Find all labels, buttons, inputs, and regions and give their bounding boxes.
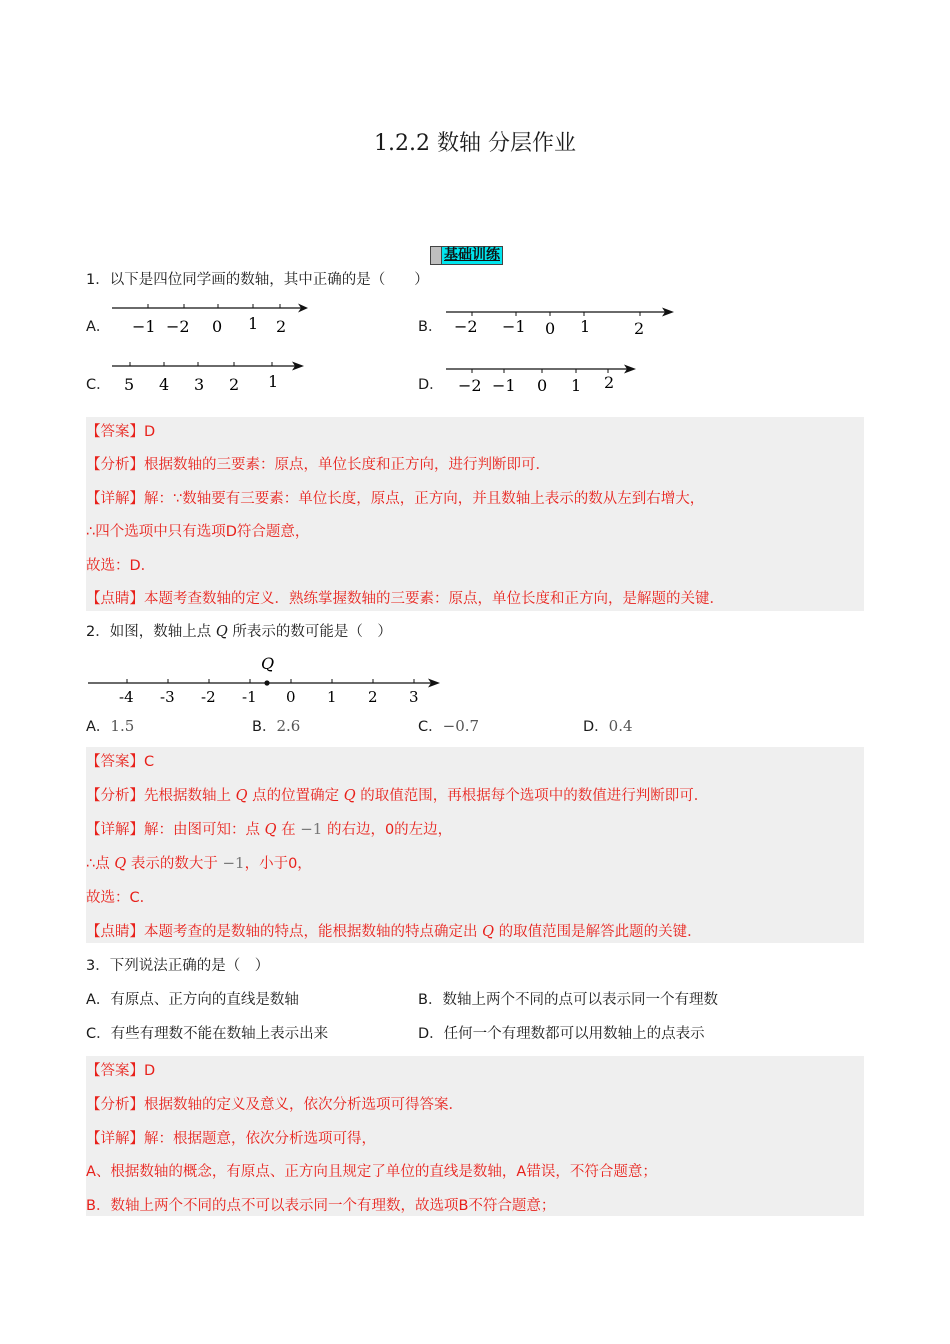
q2-option-b [252, 716, 300, 737]
option-b-explanation: B．数轴上两个不同的点不可以表示同一个有理数，故选项B不符合题意； [86, 1198, 556, 1214]
number-value: −1 [222, 854, 245, 872]
tick-label: 0 [212, 317, 223, 336]
text-fragment: 表示的数大于 [126, 856, 223, 872]
stem-text: 2．如图，数轴上点 [86, 624, 216, 640]
tick-label: 2 [368, 688, 378, 706]
section-badge [430, 246, 503, 265]
tick-label: 0 [545, 319, 556, 338]
point-variable: Q [264, 822, 277, 838]
option-value: −0.7 [442, 717, 480, 735]
option-value: 0.4 [608, 717, 633, 735]
q2-option-d [583, 716, 633, 737]
q2-option-c [418, 716, 479, 737]
comment-line: 【点睛】本题考查数轴的定义．熟练掌握数轴的三要素：原点，单位长度和正方向，是解题的关键． [86, 591, 724, 607]
text-fragment: 【详解】解：由图可知：点 [86, 822, 265, 838]
section-label: 基础训练 [441, 246, 503, 265]
tick-label: -4 [119, 688, 134, 706]
q1-option-b-label: B． [418, 319, 443, 335]
page-title: 1.2.2 数轴 分层作业 [374, 131, 576, 156]
tick-label: -2 [201, 688, 216, 706]
comment-line [86, 920, 702, 941]
point-variable: Q [343, 788, 356, 804]
point-variable: Q [482, 924, 494, 940]
option-letter: D． [583, 719, 609, 735]
therefore-line: ∴四个选项中只有选项D符合题意， [86, 524, 310, 540]
tick-label: 4 [159, 375, 170, 394]
detail-line: 【详解】解：∵数轴要有三要素：单位长度，原点，正方向，并且数轴上表示的数从左到右增大， [86, 491, 705, 507]
tick-label: 0 [537, 376, 548, 395]
tick-label: -1 [242, 688, 257, 706]
tick-label: 1 [571, 376, 582, 395]
point-variable: Q [215, 624, 228, 640]
q1-option-a-label: A． [86, 319, 111, 335]
q3-option-c: C．有些有理数不能在数轴上表示出来 [86, 1026, 329, 1042]
q2-solution-box [86, 747, 864, 943]
text-fragment: 在 [276, 822, 301, 838]
text-fragment: 【分析】先根据数轴上 [86, 788, 236, 804]
tick-label: −2 [458, 376, 482, 395]
badge-marker [430, 246, 441, 265]
tick-label: 0 [286, 688, 296, 706]
tick-label: 5 [124, 375, 135, 394]
q1-solution-box [86, 417, 864, 611]
q1-option-d-label: D． [418, 377, 444, 393]
question-2-stem [86, 622, 392, 642]
option-letter: B． [252, 719, 277, 735]
point-q-marker [264, 680, 269, 685]
tick-label: 1 [268, 372, 279, 391]
tick-label: 3 [194, 375, 205, 394]
tick-label: 3 [409, 688, 419, 706]
text-fragment: ，小于0， [244, 856, 312, 872]
stem-text: 所表示的数可能是（ ） [227, 624, 392, 640]
tick-label: 2 [634, 319, 645, 338]
answer-line: 【答案】C [86, 754, 155, 770]
option-a-explanation: A、根据数轴的概念，有原点、正方向且规定了单位的直线是数轴，A错误，不符合题意； [86, 1164, 657, 1180]
answer-line: 【答案】D [86, 1063, 156, 1079]
point-variable: Q [114, 856, 127, 872]
q2-numberline-figure [86, 652, 446, 708]
choose-line: 故选：C． [86, 890, 155, 906]
q3-option-d: D．任何一个有理数都可以用数轴上的点表示 [418, 1026, 705, 1042]
answer-line: 【答案】D [86, 424, 156, 440]
tick-label: 1 [580, 317, 591, 336]
q3-option-b: B．数轴上两个不同的点可以表示同一个有理数 [418, 992, 718, 1008]
q1-option-a-numberline [110, 296, 320, 338]
therefore-line [86, 852, 312, 873]
text-fragment: 点的位置确定 [247, 788, 344, 804]
option-value: 2.6 [276, 717, 301, 735]
tick-label: −1 [502, 317, 526, 336]
tick-label: -3 [160, 688, 175, 706]
analysis-line [86, 784, 708, 805]
tick-label: −2 [454, 317, 478, 336]
text-fragment: 的取值范围是解答此题的关键． [494, 924, 702, 940]
tick-label: −2 [166, 317, 190, 336]
option-letter: C． [418, 719, 443, 735]
tick-label: 2 [276, 317, 287, 336]
text-fragment: 【点睛】本题考查的是数轴的特点，能根据数轴的特点确定出 [86, 924, 483, 940]
tick-label: −1 [492, 376, 516, 395]
tick-label: 1 [248, 314, 259, 333]
q2-option-a [86, 716, 134, 737]
question-1-stem: 1．以下是四位同学画的数轴，其中正确的是（ ） [86, 272, 429, 288]
text-fragment: ∴点 [86, 856, 115, 872]
q1-option-b-numberline [444, 300, 680, 340]
q3-solution-box [86, 1056, 864, 1216]
analysis-line: 【分析】根据数轴的定义及意义，依次分析选项可得答案． [86, 1097, 463, 1113]
question-3-stem: 3．下列说法正确的是（ ） [86, 958, 270, 974]
text-fragment: 的取值范围，再根据每个选项中的数值进行判断即可． [355, 788, 709, 804]
tick-label: 1 [327, 688, 337, 706]
tick-label: 2 [604, 373, 615, 392]
option-letter: A． [86, 719, 111, 735]
q1-option-c-label: C． [86, 377, 111, 393]
option-value: 1.5 [110, 717, 135, 735]
q1-option-c-numberline [110, 357, 310, 397]
detail-line [86, 818, 452, 839]
point-q-label: Q [261, 654, 275, 673]
q1-option-d-numberline [444, 360, 644, 400]
number-value: −1 [300, 820, 323, 838]
point-variable: Q [235, 788, 248, 804]
choose-line: 故选：D． [86, 558, 156, 574]
analysis-line: 【分析】根据数轴的三要素：原点，单位长度和正方向，进行判断即可． [86, 457, 550, 473]
detail-line: 【详解】解：根据题意，依次分析选项可得， [86, 1131, 376, 1147]
tick-label: 2 [229, 375, 240, 394]
q3-option-a: A．有原点、正方向的直线是数轴 [86, 992, 299, 1008]
text-fragment: 的右边，0的左边， [322, 822, 453, 838]
tick-label: −1 [132, 317, 156, 336]
